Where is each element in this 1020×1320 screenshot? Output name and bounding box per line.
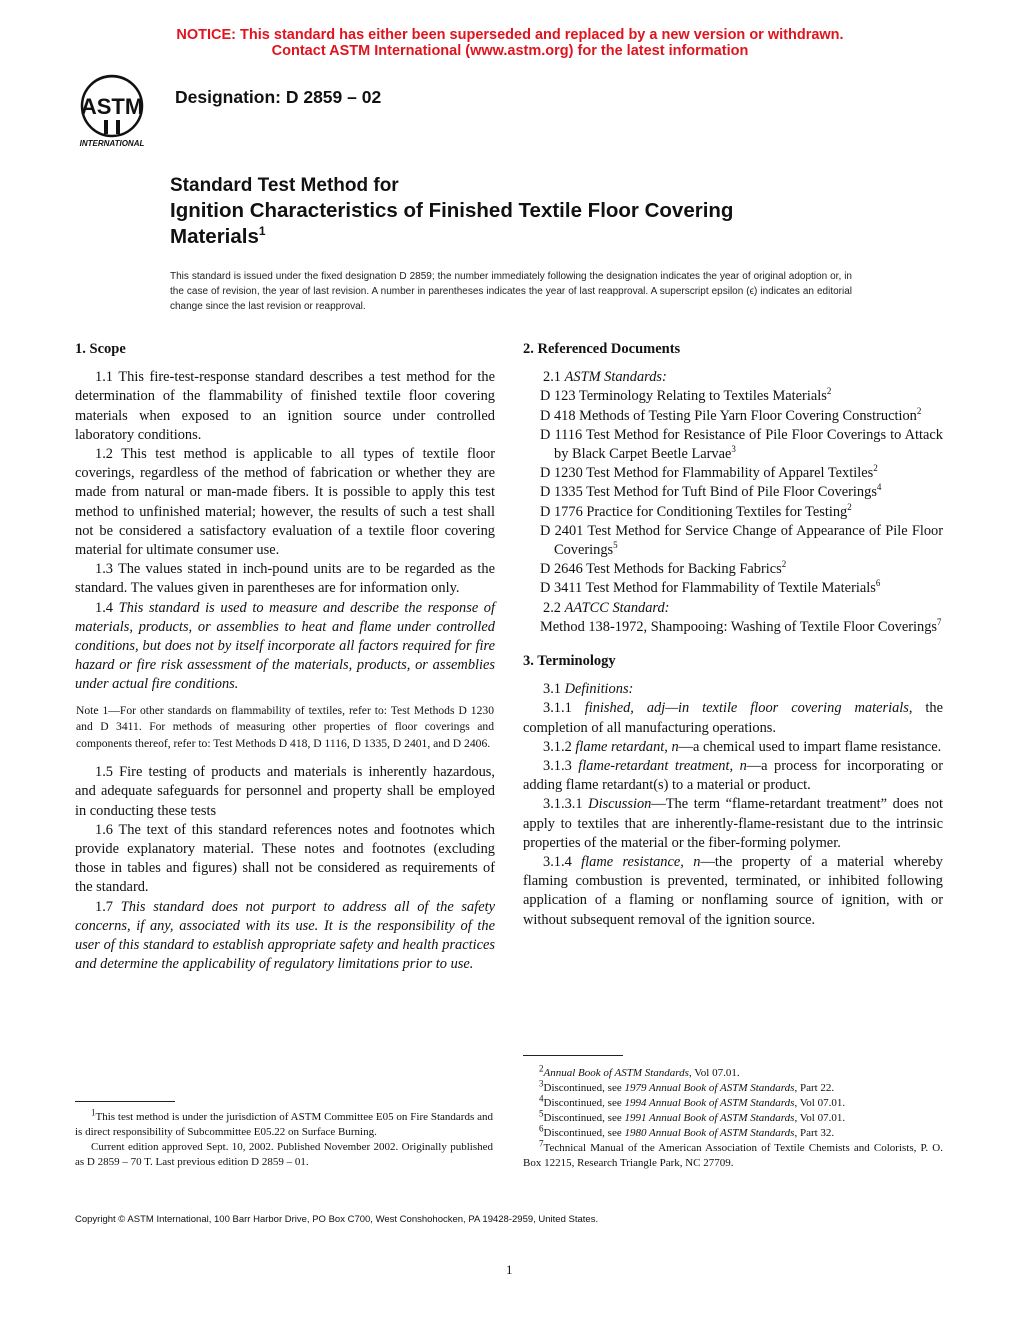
paragraph-1-4	[75, 599, 495, 695]
issuance-statement: This standard is issued under the fixed designation D 2859; the number immediately following the designation indicates the year of original adoption or, in the case of revision, the year of last revision. A number in parentheses indicates the year of last reapproval. A superscript epsilon (ϵ) indicates an editorial change since the last revision or reapproval.	[170, 271, 852, 312]
title-line-2: Ignition Characteristics of Finished Textile Floor Covering	[170, 199, 734, 222]
footnote-marker: 5	[539, 1108, 544, 1119]
aatcc-reference-list	[540, 618, 943, 637]
reference-item	[540, 407, 943, 426]
definition-3-1-1	[523, 699, 943, 737]
footnote-3	[523, 1078, 943, 1096]
astm-standards-num: 2.1	[543, 369, 565, 386]
title-line-1: Standard Test Method for	[170, 175, 399, 196]
footnote-5	[523, 1108, 943, 1126]
withdrawal-notice	[0, 27, 1020, 59]
definition-3-1-3-1-num: 3.1.3.1	[543, 796, 589, 813]
astm-logo-icon	[64, 72, 160, 152]
footnote-1-marker: 1	[91, 1107, 96, 1118]
reference-item	[540, 483, 943, 502]
right-column	[523, 340, 943, 930]
reference-footnote-ref: 2	[781, 559, 787, 570]
page-number: 1	[506, 1262, 513, 1277]
definition-3-1-3-1-text: —The term “flame-retardant treatment” does not apply to textiles that are inherently-flame-resistant due to the intrinsic properties of the material or the fiber-forming polymer.	[523, 796, 944, 851]
reference-footnote-ref: 6	[875, 578, 881, 589]
astm-reference-list	[540, 387, 943, 598]
footnote-text: Discontinued, see	[543, 1097, 625, 1109]
footnote-2	[523, 1063, 943, 1081]
reference-text: D 3411 Test Method for Flammability of Textile Materials	[540, 580, 876, 597]
footnote-text-end: , Vol 07.01.	[688, 1067, 740, 1079]
footnote-text: Discontinued, see	[543, 1082, 625, 1094]
definitions-text: Definitions:	[564, 681, 634, 698]
footnote-title: 1991 Annual Book of ASTM Standards	[624, 1112, 795, 1124]
footnote-1-text: This test method is under the jurisdiction of ASTM Committee E05 on Fire Standards and is direct responsibility of Subcommittee E05.22 on Surface Burning.	[75, 1111, 493, 1138]
aatcc-standard-text: AATCC Standard:	[564, 599, 670, 616]
definition-3-1-3-num: 3.1.3	[543, 758, 579, 775]
document-title	[170, 174, 870, 250]
definition-3-1-3-text: —a process for incorporating or adding flame retardant(s) to a material or product.	[523, 758, 943, 794]
footnote-6	[523, 1123, 943, 1141]
reference-item	[540, 579, 943, 598]
footnote-marker: 6	[539, 1123, 544, 1134]
paragraph-1-4-text: This standard is used to measure and describe the response of materials, products, or assemblies to heat and flame under controlled conditions, but does not by itself incorporate all factors required for fire hazard or fire risk assessment of the materials, products, or assemblies under actual fire conditions.	[75, 599, 495, 693]
paragraph-1-7-text: This standard does not purport to address all of the safety concerns, if any, associated with its use. It is the responsibility of the user of this standard to establish appropriate safety and health practices and determine the applicability of regulatory limitations prior to use.	[75, 898, 495, 973]
footnote-1-para-2: Current edition approved Sept. 10, 2002. Published November 2002. Originally published as D 2859 – 70 T. Last previous edition D 2859 – 01.	[75, 1141, 493, 1168]
logo-text: ASTM	[80, 94, 144, 119]
definitions-label	[523, 680, 943, 699]
designation: Designation: D 2859 – 02	[175, 87, 382, 107]
definition-3-1-4-pos: , n	[680, 854, 701, 871]
definition-3-1-4	[523, 853, 943, 930]
reference-item	[540, 618, 943, 637]
section-heading-terminology: 3. Terminology	[523, 653, 616, 670]
notice-line-1: NOTICE: This standard has either been superseded and replaced by a new version or withdrawn.	[176, 27, 844, 43]
definition-3-1-2-num: 3.1.2	[543, 738, 576, 755]
note-1: Note 1—For other standards on flammability of textiles, refer to: Test Methods D 1230 and D 3411. For methods of measuring other properties of floor coverings and components thereof, refer to: Test Methods D 418, D 1116, D 1335, D 2401, and D 2406.	[76, 703, 494, 750]
footnote-7	[523, 1138, 943, 1171]
definition-3-1-3	[523, 757, 943, 795]
reference-text: D 1230 Test Method for Flammability of Apparel Textiles	[540, 465, 874, 482]
footnote-marker: 4	[539, 1093, 544, 1104]
reference-footnote-ref: 7	[937, 617, 942, 628]
footnote-title: 1994 Annual Book of ASTM Standards	[624, 1097, 795, 1109]
footnote-text-end: , Part 32.	[794, 1127, 835, 1139]
reference-text: Method 138-1972, Shampooing: Washing of Textile Floor Coverings	[540, 618, 938, 635]
reference-footnote-ref: 4	[876, 482, 882, 493]
definition-3-1-4-term: flame resistance	[581, 854, 681, 871]
definition-3-1-3-1	[523, 795, 943, 853]
section-heading-referenced-documents: 2. Referenced Documents	[523, 341, 681, 357]
reference-footnote-ref: 5	[613, 540, 618, 551]
footnote-text: Discontinued, see	[543, 1112, 625, 1124]
definition-3-1-1-num: 3.1.1	[543, 700, 585, 717]
paragraph-1-2: 1.2 This test method is applicable to all types of textile floor coverings, regardless of the method of fabrication or whether they are made from natural or man-made fibers. It is possible to apply this test method to unfinished material; however, the results of such a test shall not be considered a satisfactory evaluation of a textile floor covering material for ultimate consumer use.	[75, 446, 495, 559]
reference-footnote-ref: 2	[847, 501, 852, 512]
reference-footnote-ref: 2	[916, 405, 922, 416]
astm-standards-label	[523, 368, 943, 387]
reference-item	[540, 464, 943, 483]
footnotes-right	[523, 1063, 943, 1171]
reference-footnote-ref: 2	[826, 386, 832, 397]
definition-3-1-3-term: flame-retardant treatment	[578, 758, 730, 775]
astm-standards-text: ASTM Standards:	[564, 369, 667, 386]
definition-3-1-2-text: —a chemical used to impart flame resistance.	[678, 738, 942, 755]
reference-item	[540, 560, 943, 579]
definition-3-1-1-text: , the completion of all manufacturing operations.	[523, 700, 943, 736]
definition-3-1-4-num: 3.1.4	[543, 854, 582, 871]
reference-item	[540, 426, 943, 464]
aatcc-standard-label	[523, 599, 943, 618]
title-footnote-ref: 1	[258, 224, 266, 239]
footnote-rule-left	[75, 1101, 175, 1102]
paragraph-1-3: 1.3 The values stated in inch-pound units are to be regarded as the standard. The values given in parentheses are for information only.	[75, 561, 495, 597]
footnote-text-end: , Vol 07.01.	[794, 1112, 846, 1124]
reference-text: D 123 Terminology Relating to Textiles Materials	[540, 388, 827, 405]
footnote-rule-right	[523, 1055, 623, 1056]
paragraph-1-4-num: 1.4	[95, 599, 119, 616]
reference-text: D 1116 Test Method for Resistance of Pile Floor Coverings to Attack by Black Carpet Beetle Larvae	[540, 426, 943, 463]
section-heading-scope: 1. Scope	[75, 341, 126, 357]
footnote-text: Technical Manual of the American Association of Textile Chemists and Colorists, P. O. Box 12215, Research Triangle Park, NC 27709.	[523, 1142, 943, 1169]
footnote-1-para-1	[75, 1107, 493, 1140]
definition-3-1-3-pos: , n	[729, 758, 747, 775]
aatcc-standard-num: 2.2	[543, 599, 565, 616]
reference-item	[540, 503, 943, 522]
definition-3-1-2-pos: , n	[664, 738, 679, 755]
title-line-3	[170, 224, 870, 250]
definition-3-1-2	[523, 738, 943, 757]
paragraph-1-7-num: 1.7	[95, 898, 121, 915]
footnote-1	[75, 1107, 493, 1170]
definition-3-1-4-text: —the property of a material whereby flaming combustion is prevented, terminated, or inhibited following application of a flaming or nonflaming source of ignition, with or without subsequent removal of the ignition source.	[523, 854, 943, 928]
logo-subtext: INTERNATIONAL	[79, 139, 145, 148]
footnote-text-end: , Vol 07.01.	[794, 1097, 846, 1109]
left-column	[75, 340, 495, 974]
reference-item	[540, 522, 943, 560]
paragraph-1-1: 1.1 This fire-test-response standard describes a test method for the determination of the flammability of finished textile floor covering materials when exposed to an ignition source under controlled laboratory conditions.	[75, 369, 495, 443]
reference-footnote-ref: 3	[731, 444, 736, 455]
title-line-3-text: Materials	[170, 225, 259, 248]
reference-text: D 2646 Test Methods for Backing Fabrics	[540, 561, 782, 578]
copyright: Copyright © ASTM International, 100 Barr Harbor Drive, PO Box C700, West Conshohocken, PA 19428-2959, United States.	[75, 1214, 599, 1225]
footnote-title: 1979 Annual Book of ASTM Standards	[624, 1082, 795, 1094]
paragraph-1-7	[75, 898, 495, 975]
reference-text: D 1776 Practice for Conditioning Textiles for Testing	[540, 503, 848, 520]
reference-text: D 418 Methods of Testing Pile Yarn Floor Covering Construction	[540, 407, 917, 424]
footnote-marker: 3	[539, 1078, 544, 1089]
reference-footnote-ref: 2	[873, 463, 878, 474]
definitions-num: 3.1	[543, 681, 565, 698]
reference-text: D 1335 Test Method for Tuft Bind of Pile Floor Coverings	[540, 484, 877, 501]
footnote-text: Discontinued, see	[543, 1127, 625, 1139]
footnote-title: 1980 Annual Book of ASTM Standards	[624, 1127, 795, 1139]
paragraph-1-5: 1.5 Fire testing of products and materials is inherently hazardous, and adequate safeguards for personnel and property shall be employed in conducting these tests	[75, 764, 495, 819]
footnote-4	[523, 1093, 943, 1111]
footnote-title: Annual Book of ASTM Standards	[543, 1067, 689, 1079]
footnote-text-end: , Part 22.	[794, 1082, 835, 1094]
notice-line-2: Contact ASTM International (www.astm.org) for the latest information	[271, 43, 749, 59]
definition-3-1-2-term: flame retardant	[575, 738, 665, 755]
definition-3-1-1-term: finished, adj—in textile floor covering materials	[584, 700, 909, 717]
reference-item	[540, 387, 943, 406]
reference-text: D 2401 Test Method for Service Change of Appearance of Pile Floor Coverings	[540, 522, 943, 559]
footnote-marker: 7	[539, 1138, 544, 1149]
definition-3-1-3-1-term: Discussion	[588, 796, 652, 813]
paragraph-1-6: 1.6 The text of this standard references notes and footnotes which provide explanatory material. These notes and footnotes (excluding those in tables and figures) shall not be considered as requirements of the standard.	[75, 821, 495, 896]
footnote-marker: 2	[539, 1063, 544, 1074]
